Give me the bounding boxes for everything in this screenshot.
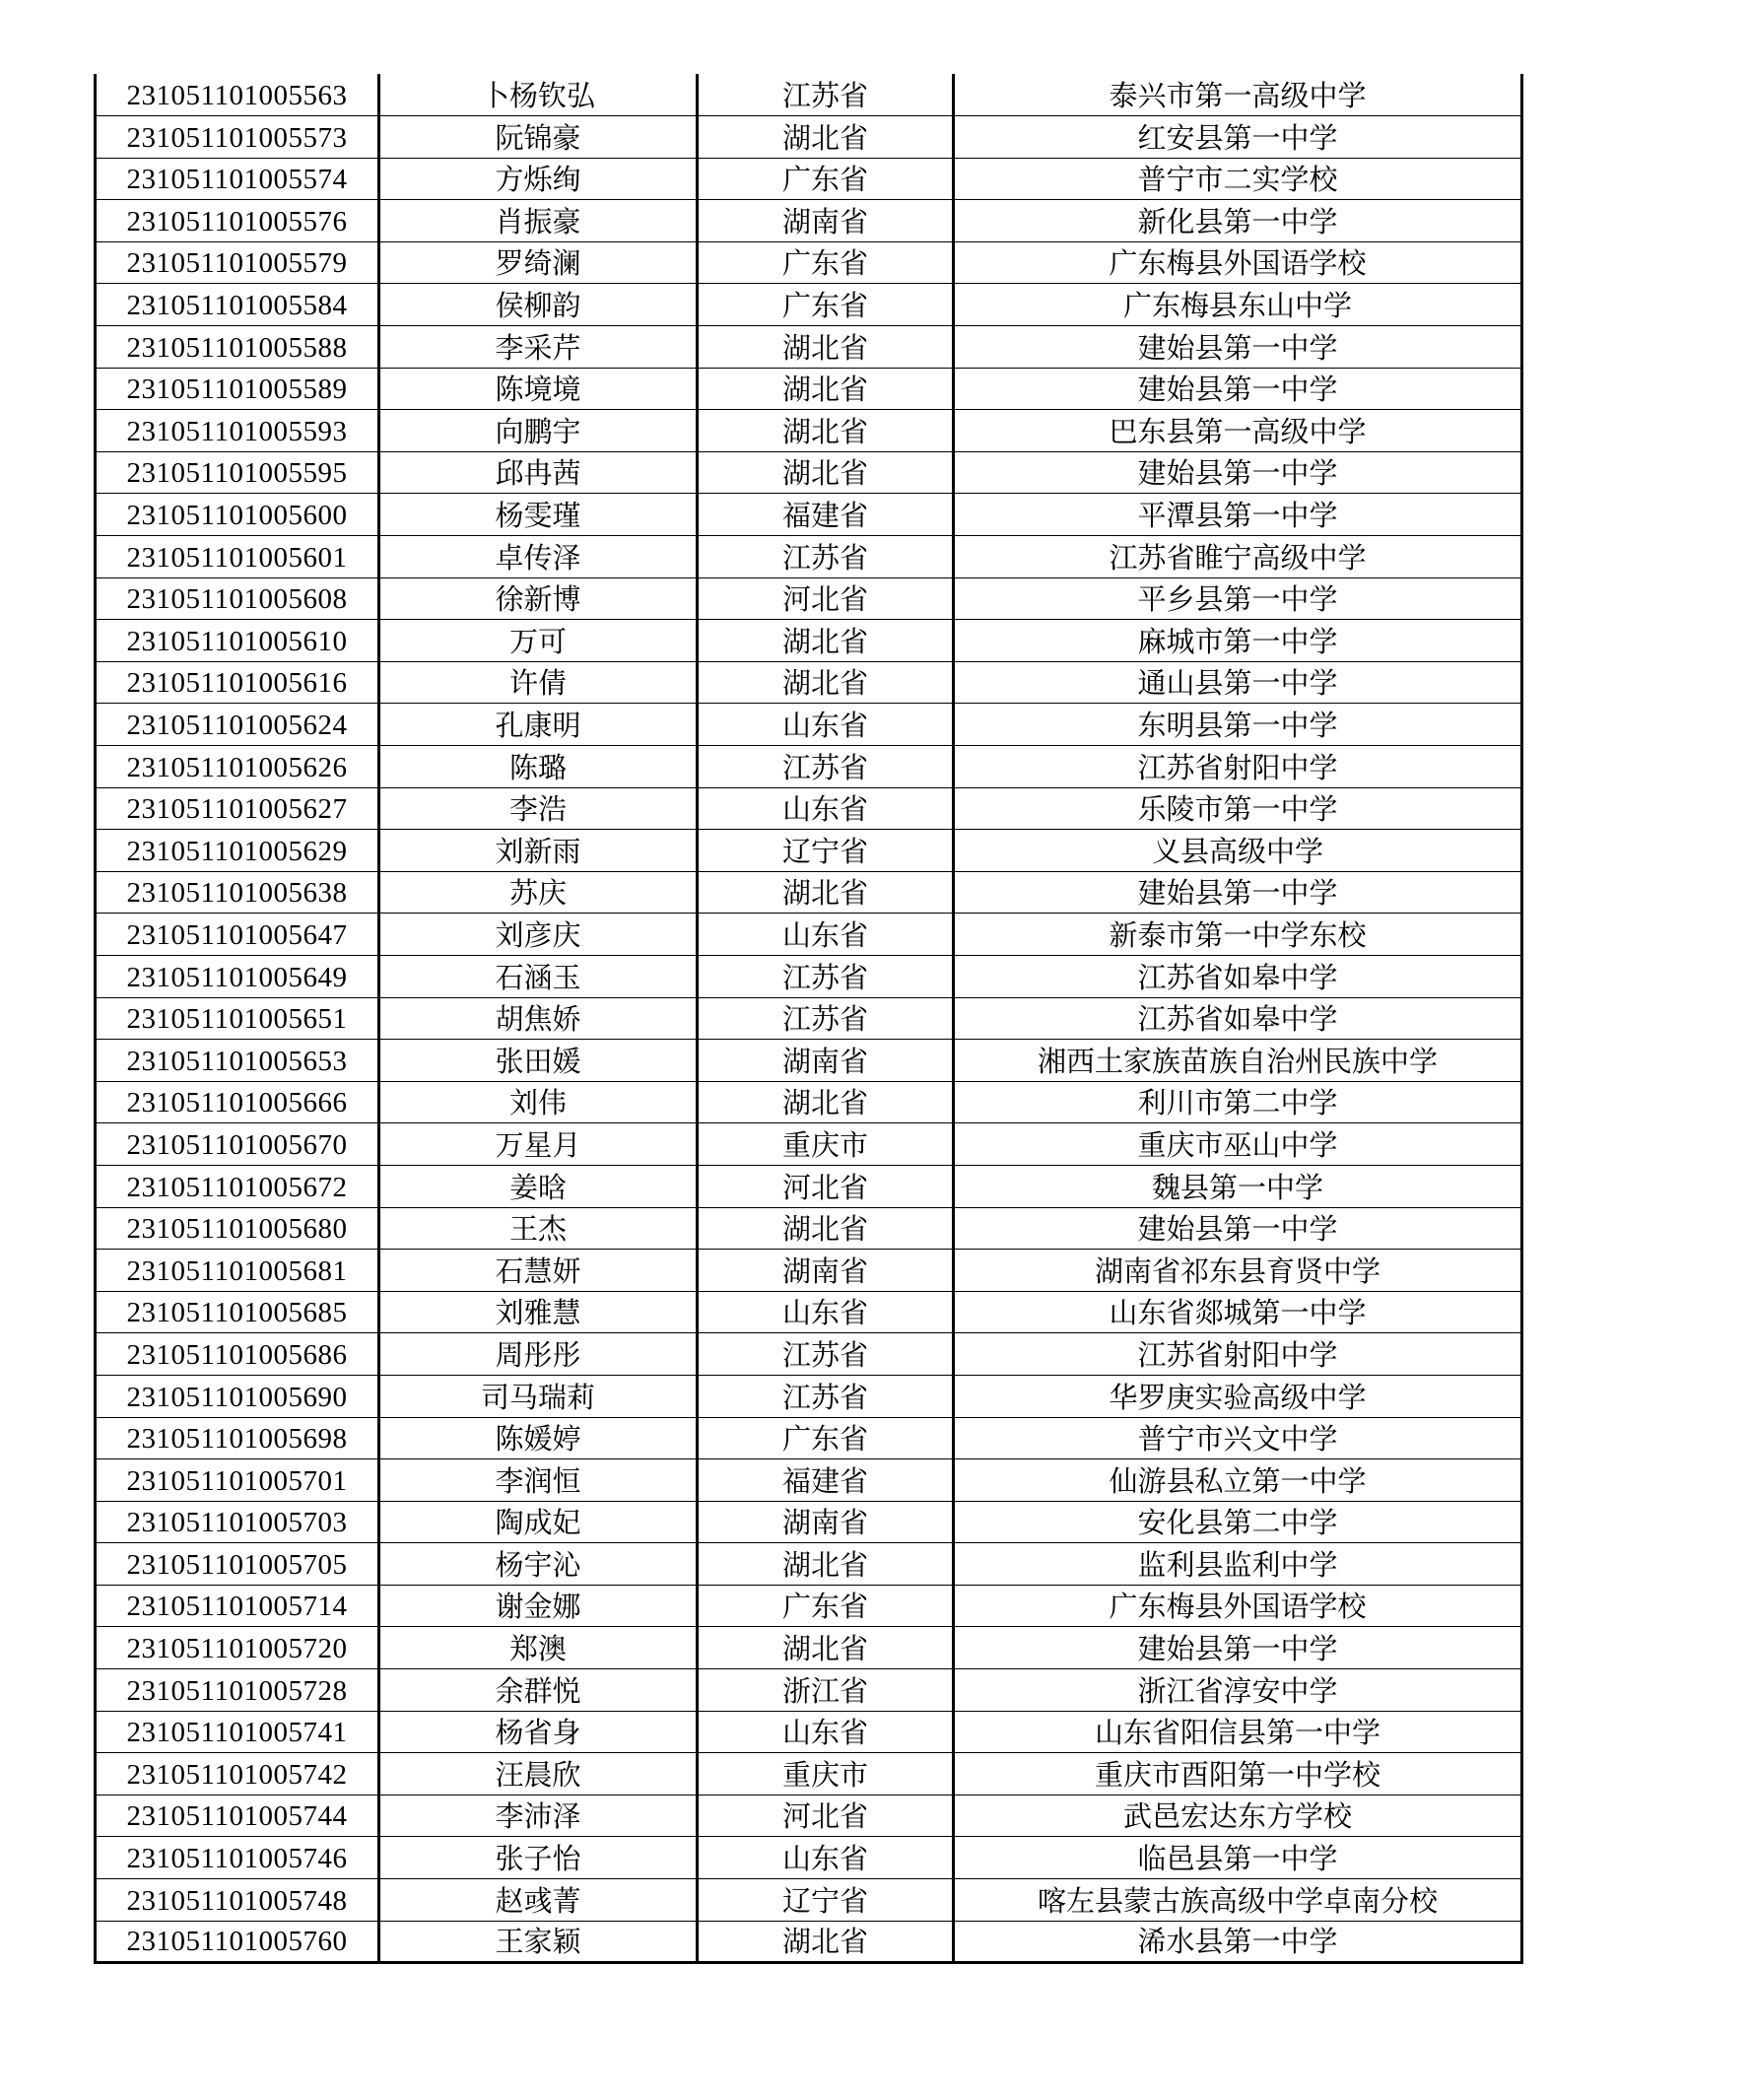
roster-table — [94, 74, 1523, 1964]
exam-number-cell: 231051101005701 — [96, 1459, 379, 1502]
student-name-cell: 李润恒 — [379, 1459, 698, 1502]
student-name-cell: 万星月 — [379, 1123, 698, 1166]
student-name-cell: 司马瑞莉 — [379, 1375, 698, 1417]
student-name-cell: 李采芹 — [379, 326, 698, 369]
school-cell: 平乡县第一中学 — [954, 577, 1522, 620]
school-cell: 建始县第一中学 — [954, 871, 1522, 914]
province-cell: 湖南省 — [698, 1040, 954, 1082]
school-cell: 红安县第一中学 — [954, 116, 1522, 159]
exam-number-cell: 231051101005705 — [96, 1543, 379, 1586]
province-cell: 江苏省 — [698, 536, 954, 578]
exam-number-cell: 231051101005638 — [96, 871, 379, 914]
table-row — [96, 1753, 1522, 1795]
table-row — [96, 1040, 1522, 1082]
province-cell: 湖南省 — [698, 1250, 954, 1292]
student-name-cell: 张田媛 — [379, 1040, 698, 1082]
school-cell: 江苏省射阳中学 — [954, 1333, 1522, 1376]
province-cell: 广东省 — [698, 158, 954, 200]
table-row — [96, 871, 1522, 914]
province-cell: 江苏省 — [698, 74, 954, 116]
province-cell: 山东省 — [698, 787, 954, 830]
school-cell: 仙游县私立第一中学 — [954, 1459, 1522, 1502]
table-row — [96, 1627, 1522, 1669]
exam-number-cell: 231051101005574 — [96, 158, 379, 200]
exam-number-cell: 231051101005703 — [96, 1501, 379, 1543]
exam-number-cell: 231051101005608 — [96, 577, 379, 620]
table-row — [96, 74, 1522, 116]
province-cell: 湖北省 — [698, 661, 954, 704]
exam-number-cell: 231051101005629 — [96, 830, 379, 872]
table-row — [96, 577, 1522, 620]
exam-number-cell: 231051101005601 — [96, 536, 379, 578]
table-row — [96, 997, 1522, 1040]
table-row — [96, 620, 1522, 662]
province-cell: 广东省 — [698, 1417, 954, 1459]
province-cell: 湖北省 — [698, 620, 954, 662]
school-cell: 建始县第一中学 — [954, 1627, 1522, 1669]
student-name-cell: 姜晗 — [379, 1165, 698, 1207]
school-cell: 监利县监利中学 — [954, 1543, 1522, 1586]
table-row — [96, 1375, 1522, 1417]
exam-number-cell: 231051101005714 — [96, 1585, 379, 1627]
student-name-cell: 赵彧菁 — [379, 1879, 698, 1922]
province-cell: 山东省 — [698, 1291, 954, 1333]
table-row — [96, 1123, 1522, 1166]
student-name-cell: 刘伟 — [379, 1081, 698, 1123]
student-name-cell: 杨宇沁 — [379, 1543, 698, 1586]
school-cell: 广东梅县东山中学 — [954, 284, 1522, 326]
student-name-cell: 苏庆 — [379, 871, 698, 914]
school-cell: 东明县第一中学 — [954, 704, 1522, 746]
student-name-cell: 杨雯瑾 — [379, 494, 698, 536]
province-cell: 福建省 — [698, 1459, 954, 1502]
student-name-cell: 方烁绚 — [379, 158, 698, 200]
student-name-cell: 刘新雨 — [379, 830, 698, 872]
student-name-cell: 刘彦庆 — [379, 914, 698, 956]
student-name-cell: 陈璐 — [379, 746, 698, 788]
province-cell: 湖北省 — [698, 116, 954, 159]
exam-number-cell: 231051101005670 — [96, 1123, 379, 1166]
table-row — [96, 1837, 1522, 1879]
student-name-cell: 万可 — [379, 620, 698, 662]
exam-number-cell: 231051101005744 — [96, 1795, 379, 1837]
table-row — [96, 368, 1522, 410]
table-row — [96, 1879, 1522, 1922]
exam-number-cell: 231051101005647 — [96, 914, 379, 956]
school-cell: 喀左县蒙古族高级中学卓南分校 — [954, 1879, 1522, 1922]
province-cell: 福建省 — [698, 494, 954, 536]
province-cell: 辽宁省 — [698, 1879, 954, 1922]
exam-number-cell: 231051101005579 — [96, 241, 379, 284]
school-cell: 普宁市兴文中学 — [954, 1417, 1522, 1459]
student-name-cell: 郑澳 — [379, 1627, 698, 1669]
province-cell: 湖北省 — [698, 1921, 954, 1963]
province-cell: 广东省 — [698, 241, 954, 284]
table-row — [96, 536, 1522, 578]
exam-number-cell: 231051101005746 — [96, 1837, 379, 1879]
student-name-cell: 石慧妍 — [379, 1250, 698, 1292]
school-cell: 浙江省淳安中学 — [954, 1669, 1522, 1712]
table-row — [96, 200, 1522, 242]
province-cell: 江苏省 — [698, 997, 954, 1040]
exam-number-cell: 231051101005653 — [96, 1040, 379, 1082]
student-name-cell: 张子怡 — [379, 1837, 698, 1879]
table-row — [96, 1585, 1522, 1627]
exam-number-cell: 231051101005672 — [96, 1165, 379, 1207]
province-cell: 湖北省 — [698, 1627, 954, 1669]
exam-number-cell: 231051101005742 — [96, 1753, 379, 1795]
table-row — [96, 1711, 1522, 1753]
student-name-cell: 李浩 — [379, 787, 698, 830]
province-cell: 湖北省 — [698, 1543, 954, 1586]
student-name-cell: 徐新博 — [379, 577, 698, 620]
province-cell: 辽宁省 — [698, 830, 954, 872]
table-row — [96, 704, 1522, 746]
table-row — [96, 1669, 1522, 1712]
table-row — [96, 1165, 1522, 1207]
table-row — [96, 746, 1522, 788]
student-name-cell: 汪晨欣 — [379, 1753, 698, 1795]
exam-number-cell: 231051101005584 — [96, 284, 379, 326]
table-row — [96, 830, 1522, 872]
student-name-cell: 胡焦娇 — [379, 997, 698, 1040]
school-cell: 广东梅县外国语学校 — [954, 1585, 1522, 1627]
exam-number-cell: 231051101005624 — [96, 704, 379, 746]
exam-number-cell: 231051101005573 — [96, 116, 379, 159]
province-cell: 湖北省 — [698, 1207, 954, 1250]
exam-number-cell: 231051101005748 — [96, 1879, 379, 1922]
school-cell: 新化县第一中学 — [954, 200, 1522, 242]
exam-number-cell: 231051101005616 — [96, 661, 379, 704]
school-cell: 安化县第二中学 — [954, 1501, 1522, 1543]
table-row — [96, 494, 1522, 536]
province-cell: 湖北省 — [698, 871, 954, 914]
table-row — [96, 1207, 1522, 1250]
student-name-cell: 卜杨钦弘 — [379, 74, 698, 116]
exam-number-cell: 231051101005720 — [96, 1627, 379, 1669]
school-cell: 义县高级中学 — [954, 830, 1522, 872]
student-name-cell: 邱冉茜 — [379, 451, 698, 494]
table-row — [96, 787, 1522, 830]
province-cell: 湖北省 — [698, 451, 954, 494]
school-cell: 山东省阳信县第一中学 — [954, 1711, 1522, 1753]
exam-number-cell: 231051101005686 — [96, 1333, 379, 1376]
province-cell: 山东省 — [698, 914, 954, 956]
exam-number-cell: 231051101005600 — [96, 494, 379, 536]
exam-number-cell: 231051101005593 — [96, 410, 379, 452]
table-row — [96, 241, 1522, 284]
province-cell: 湖南省 — [698, 200, 954, 242]
student-name-cell: 王杰 — [379, 1207, 698, 1250]
province-cell: 河北省 — [698, 577, 954, 620]
student-name-cell: 陈境境 — [379, 368, 698, 410]
roster-table-body — [96, 74, 1522, 1963]
student-name-cell: 余群悦 — [379, 1669, 698, 1712]
school-cell: 魏县第一中学 — [954, 1165, 1522, 1207]
exam-number-cell: 231051101005760 — [96, 1921, 379, 1963]
table-row — [96, 410, 1522, 452]
table-row — [96, 661, 1522, 704]
province-cell: 河北省 — [698, 1165, 954, 1207]
exam-number-cell: 231051101005698 — [96, 1417, 379, 1459]
student-name-cell: 周彤彤 — [379, 1333, 698, 1376]
exam-number-cell: 231051101005589 — [96, 368, 379, 410]
exam-number-cell: 231051101005576 — [96, 200, 379, 242]
province-cell: 浙江省 — [698, 1669, 954, 1712]
school-cell: 浠水县第一中学 — [954, 1921, 1522, 1963]
student-name-cell: 向鹏宇 — [379, 410, 698, 452]
school-cell: 广东梅县外国语学校 — [954, 241, 1522, 284]
school-cell: 麻城市第一中学 — [954, 620, 1522, 662]
school-cell: 江苏省如皋中学 — [954, 997, 1522, 1040]
student-name-cell: 罗绮澜 — [379, 241, 698, 284]
school-cell: 通山县第一中学 — [954, 661, 1522, 704]
school-cell: 武邑宏达东方学校 — [954, 1795, 1522, 1837]
province-cell: 广东省 — [698, 284, 954, 326]
roster-table-container — [94, 74, 1520, 1964]
school-cell: 平潭县第一中学 — [954, 494, 1522, 536]
school-cell: 建始县第一中学 — [954, 1207, 1522, 1250]
table-row — [96, 1291, 1522, 1333]
province-cell: 江苏省 — [698, 746, 954, 788]
student-name-cell: 王家颖 — [379, 1921, 698, 1963]
exam-number-cell: 231051101005685 — [96, 1291, 379, 1333]
table-row — [96, 158, 1522, 200]
exam-number-cell: 231051101005728 — [96, 1669, 379, 1712]
school-cell: 建始县第一中学 — [954, 368, 1522, 410]
table-row — [96, 1501, 1522, 1543]
table-row — [96, 1417, 1522, 1459]
student-name-cell: 孔康明 — [379, 704, 698, 746]
school-cell: 普宁市二实学校 — [954, 158, 1522, 200]
school-cell: 建始县第一中学 — [954, 451, 1522, 494]
exam-number-cell: 231051101005563 — [96, 74, 379, 116]
student-name-cell: 陶成妃 — [379, 1501, 698, 1543]
exam-number-cell: 231051101005681 — [96, 1250, 379, 1292]
school-cell: 重庆市酉阳第一中学校 — [954, 1753, 1522, 1795]
school-cell: 建始县第一中学 — [954, 326, 1522, 369]
province-cell: 湖南省 — [698, 1501, 954, 1543]
student-name-cell: 谢金娜 — [379, 1585, 698, 1627]
school-cell: 巴东县第一高级中学 — [954, 410, 1522, 452]
student-name-cell: 杨省身 — [379, 1711, 698, 1753]
exam-number-cell: 231051101005651 — [96, 997, 379, 1040]
province-cell: 江苏省 — [698, 955, 954, 997]
province-cell: 河北省 — [698, 1795, 954, 1837]
student-name-cell: 肖振豪 — [379, 200, 698, 242]
province-cell: 重庆市 — [698, 1753, 954, 1795]
school-cell: 临邑县第一中学 — [954, 1837, 1522, 1879]
school-cell: 湘西土家族苗族自治州民族中学 — [954, 1040, 1522, 1082]
school-cell: 江苏省如皋中学 — [954, 955, 1522, 997]
student-name-cell: 李沛泽 — [379, 1795, 698, 1837]
province-cell: 广东省 — [698, 1585, 954, 1627]
school-cell: 重庆市巫山中学 — [954, 1123, 1522, 1166]
exam-number-cell: 231051101005649 — [96, 955, 379, 997]
province-cell: 重庆市 — [698, 1123, 954, 1166]
table-row — [96, 1459, 1522, 1502]
student-name-cell: 卓传泽 — [379, 536, 698, 578]
province-cell: 江苏省 — [698, 1333, 954, 1376]
school-cell: 新泰市第一中学东校 — [954, 914, 1522, 956]
student-name-cell: 阮锦豪 — [379, 116, 698, 159]
province-cell: 山东省 — [698, 704, 954, 746]
province-cell: 湖北省 — [698, 410, 954, 452]
province-cell: 山东省 — [698, 1837, 954, 1879]
table-row — [96, 451, 1522, 494]
table-row — [96, 326, 1522, 369]
exam-number-cell: 231051101005588 — [96, 326, 379, 369]
exam-number-cell: 231051101005690 — [96, 1375, 379, 1417]
school-cell: 华罗庚实验高级中学 — [954, 1375, 1522, 1417]
exam-number-cell: 231051101005610 — [96, 620, 379, 662]
province-cell: 湖北省 — [698, 1081, 954, 1123]
student-name-cell: 侯柳韵 — [379, 284, 698, 326]
table-row — [96, 955, 1522, 997]
exam-number-cell: 231051101005595 — [96, 451, 379, 494]
table-row — [96, 1543, 1522, 1586]
school-cell: 江苏省睢宁高级中学 — [954, 536, 1522, 578]
exam-number-cell: 231051101005627 — [96, 787, 379, 830]
table-row — [96, 1081, 1522, 1123]
table-row — [96, 1795, 1522, 1837]
table-row — [96, 914, 1522, 956]
exam-number-cell: 231051101005666 — [96, 1081, 379, 1123]
student-name-cell: 许倩 — [379, 661, 698, 704]
table-row — [96, 1921, 1522, 1963]
school-cell: 山东省郯城第一中学 — [954, 1291, 1522, 1333]
student-name-cell: 刘雅慧 — [379, 1291, 698, 1333]
exam-number-cell: 231051101005626 — [96, 746, 379, 788]
table-row — [96, 284, 1522, 326]
province-cell: 湖北省 — [698, 326, 954, 369]
table-row — [96, 116, 1522, 159]
student-name-cell: 陈媛婷 — [379, 1417, 698, 1459]
school-cell: 乐陵市第一中学 — [954, 787, 1522, 830]
province-cell: 山东省 — [698, 1711, 954, 1753]
school-cell: 利川市第二中学 — [954, 1081, 1522, 1123]
student-name-cell: 石涵玉 — [379, 955, 698, 997]
school-cell: 湖南省祁东县育贤中学 — [954, 1250, 1522, 1292]
table-row — [96, 1333, 1522, 1376]
province-cell: 湖北省 — [698, 368, 954, 410]
table-row — [96, 1250, 1522, 1292]
school-cell: 泰兴市第一高级中学 — [954, 74, 1522, 116]
exam-number-cell: 231051101005680 — [96, 1207, 379, 1250]
school-cell: 江苏省射阳中学 — [954, 746, 1522, 788]
exam-number-cell: 231051101005741 — [96, 1711, 379, 1753]
province-cell: 江苏省 — [698, 1375, 954, 1417]
